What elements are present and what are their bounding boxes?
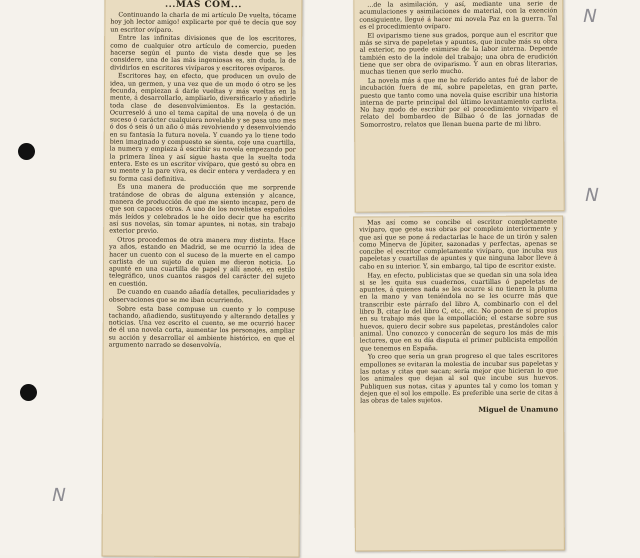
paragraph: El oviparismo tiene sus grados, porque aun el escritor que más se sirva de papeletas y apuntes, que incube más su obra al exterior, no puede eximirse de la labor interna. Depende también esto de la índole del trabajo; una obra de erudición tiene que ser obra de oviparismo. Y aun en obras literarias, muchas tienen que serlo mucho. (359, 30, 558, 76)
clipping-right-top (353, 0, 564, 213)
paragraph: Es una manera de producción que me sorprende tratándose de obras de alguna extensión y alcance, manera de producción de que me siento incapaz, pero de que son capaces otros. A uno de los novelistas españoles más leídos y celebrados le he oído decir que ha escrito así sus novelas, sin tomar apuntes, ni notas, sin trabajo exterior previo. (109, 183, 296, 235)
paragraph: ...de la asimilación, y así, mediante una serie de acumulaciones y asimilaciones de material, con la exención consiguiente, llegué á hacer mi novela Paz en la guerra. Tal es el procedimiento ovíparo. (359, 0, 558, 31)
paragraph: De cuando en cuando añadía detalles, peculiaridades y observaciones que se me iban ocurriendo. (108, 289, 295, 304)
paragraph: Escritores hay, en efecto, que producen un ovulo de idea, un germen, y una vez que de un modo ó otro se les fecunda, empiezan á darle vueltas y más vueltas en la mente, á desarrollarlo, ampliarlo, diversificarlo y añadirle toda clase de desenvolvimientos. Es la gestación. Ocurreseló á uno el tema capital de una novela ó de un suceso ó carácter cualquiera novelable y se pasa uno mes ó dos ó seis ó un año ó más revolviendo y desenvolviendo en su fantasía la futura novela. Y cuando ya lo tiene todo bien imaginado y compuesto se sienta, coje una cuartilla, la numera y empieza á escribir su novela empezando por la primera línea y así sigue hasta que la suelta toda entera. Este es un escritor vivíparo, que gestó su obra en su mente y la pare viva, es decir entera y verdadera y en su forma casi definitiva. (109, 72, 297, 183)
handwritten-mark: N (582, 185, 601, 206)
paragraph: Continuando la charla de mi artículo De vuelta, tócame hoy joh lector amigo! explicarte por qué te decía que soy un escritor ovíparo. (110, 11, 297, 34)
paragraph: Otros procedemos de otra manera muy distinta. Hace ya años, estando en Madrid, se me ocurrió la idea de hacer un cuento con el suceso de la muerte en el campo carlista de un sujeto de quien me dieron noticia. Lo apunté en una cuartilla de papel y allí anoté, en estilo telegráfico, unos cuantos rasgos del carácter del sujeto en cuestión. (108, 236, 296, 288)
binder-hole-bottom (20, 384, 37, 401)
handwritten-mark: N (49, 485, 68, 506)
paragraph: Sobre esta base compuse un cuento y lo compuse tachando, añadiendo, sustituyendo y alterando detalles y noticias. Una vez escrito el cuento, se me ocurrió hacer de él una novela corta, aumentar los personajes, ampliar su acción y desarrollar el ambiente histórico, en que el argumento narrado se desenvolvía. (108, 305, 295, 350)
paragraph: Yo creo que sería un gran progreso el que tales escritores empollones se evitaran la molestia de incubar sus papeletas y las notas y citas que sacan; sería mejor que hicieran lo que los animales que dejan al sol que incube sus huevos. Publiquen sus notas, citas y apuntes tal y como los toman y dejen que el sol los empolle. Es preferible una serie de citas á las obras de tales sujetos. (359, 352, 559, 405)
signature: Miguel de Unamuno (478, 404, 559, 415)
clipping-left (102, 0, 303, 558)
clipping-right-bottom (353, 215, 565, 551)
binder-hole-top (18, 143, 35, 160)
paragraph: Mas así como se concibe el escritor completamente vivíparo, que gesta sus obras por completo interiormente y que así que se pone á redactarlas le hace de un tirón y salen como Minerva de Júpiter, sazonadas y perfectas, apenas se concibe el escritor completamente vivíparo, que incuba sus papeletas y cuartillas de apuntes y que ninguna labor lleve á cabo en su interior. Y, sin embargo, tal tipo de escritor existe. (359, 218, 558, 271)
paragraph: La novela más á que me he referido antes fué de labor de incubación fuera de mí, sobre papeletas, en gran parte, puesto que tanto como una novela quise escribir una historia interna de parte principal del último levantamiento carlista. No hay modo de escribir por el procedimiento vivíparo el relato del bombardeo de Bilbao ó de las jornadas de Somorrostro, relatos que llenan buena parte de mi libro. (359, 76, 559, 129)
article-title: ...MAS COM... (164, 0, 242, 11)
paragraph: Hay, en efecto, publicistas que se quedan sin una sola idea si se les quita sus cuadernos, cuartillas ó papeletas de apuntes, á quienes nada se les ocurre si no tienen la pluma en la mano y van teniéndola no se les ocurre más que transcribir este párrafo del libro A, combinarlo con el del libro B, citar lo del libro C, etc., etc. No ponen de sí propios en su trabajo más que la empollación; el estarse sobre sus huevos, quiero decir sobre sus papeletas, prestándoles calor animal. Uno conozco y conocerán de seguro los más de mis lectores, que en su día disputa el primer publicista empollón que tenemos en España. (359, 271, 558, 353)
paragraph: Entre las infinitas divisiones que de los escritores, como de cualquier otro artículo de comercio, pueden hacerse según el punto de vista desde que se les considere, una de las más ingeniosas es, sin duda, la de dividirlos en escritores vivíparos y escritores ovíparos. (110, 34, 297, 73)
handwritten-mark: N (580, 6, 599, 27)
